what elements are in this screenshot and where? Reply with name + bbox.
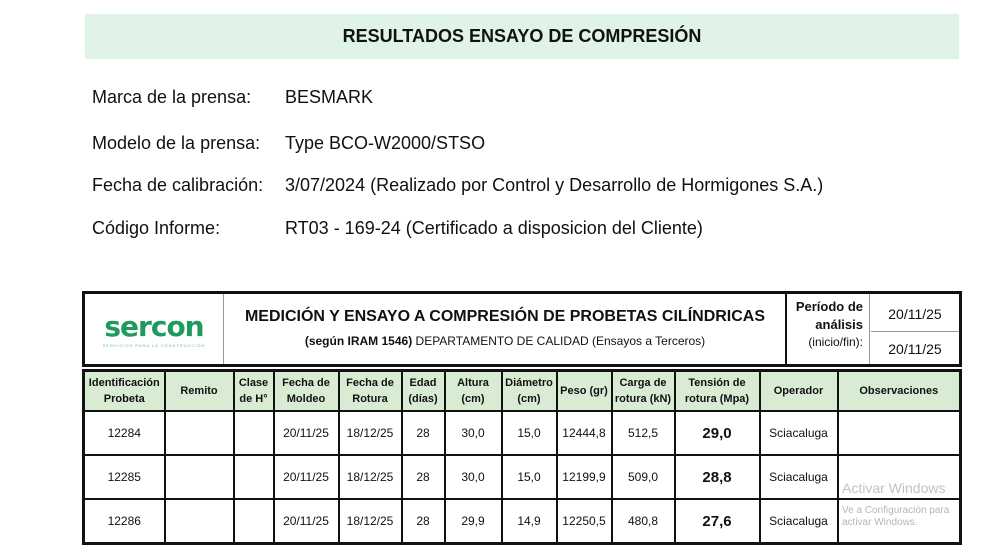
watermark-text: Ve a Configuración para activar Windows. — [842, 505, 950, 528]
table-cell: 20/11/25 — [274, 411, 339, 455]
table-cell: 12199,9 — [557, 455, 612, 499]
table-cell — [165, 411, 234, 455]
column-header: Diámetro (cm) — [502, 371, 557, 412]
table-cell: 28,8 — [675, 455, 760, 499]
value: BESMARK — [285, 87, 374, 107]
table-cell — [165, 499, 234, 544]
table-cell: 15,0 — [502, 455, 557, 499]
logo-tagline: SERVICIOS PARA LA CONSTRUCCIÓN — [102, 343, 206, 348]
column-header: Altura (cm) — [445, 371, 502, 412]
report-title: MEDICIÓN Y ENSAYO A COMPRESIÓN DE PROBETAS CILÍNDRICAS — [244, 308, 766, 325]
table-cell: 28 — [402, 455, 445, 499]
sercon-logo — [85, 294, 224, 364]
table-cell: 509,0 — [612, 455, 675, 499]
column-header: Edad (días) — [402, 371, 445, 412]
label: Marca de la prensa: — [92, 87, 252, 107]
column-header: Carga de rotura (kN) — [612, 371, 675, 412]
column-header: Peso (gr) — [557, 371, 612, 412]
column-header: Clase de H° — [234, 371, 274, 412]
column-header: Observaciones — [838, 371, 961, 412]
table-cell: Sciacaluga — [760, 455, 838, 499]
table-header — [84, 371, 961, 412]
logo-word: sercon — [104, 310, 204, 343]
column-header: Fecha de Moldeo — [274, 371, 339, 412]
column-header: Remito — [165, 371, 234, 412]
period-start: 20/11/25 — [871, 296, 959, 332]
table-cell: 12286 — [84, 499, 165, 544]
column-header: Identificación Probeta — [84, 371, 165, 412]
table-cell: 512,5 — [612, 411, 675, 455]
period-sub: (inicio/fin): — [808, 335, 863, 349]
table-cell: 29,9 — [445, 499, 502, 544]
table-cell: 30,0 — [445, 411, 502, 455]
table-cell: 18/12/25 — [339, 455, 402, 499]
table-row — [84, 411, 961, 455]
table-cell: 30,0 — [445, 455, 502, 499]
table-cell: Sciacaluga — [760, 499, 838, 544]
table-cell — [234, 455, 274, 499]
label: Modelo de la prensa: — [92, 133, 261, 153]
watermark-title: Activar Windows — [842, 480, 946, 496]
table-cell — [838, 411, 961, 455]
table-cell — [234, 499, 274, 544]
table-cell: 14,9 — [502, 499, 557, 544]
table-cell: 20/11/25 — [274, 455, 339, 499]
table-cell: 20/11/25 — [274, 499, 339, 544]
results-table — [82, 369, 962, 545]
table-cell: 480,8 — [612, 499, 675, 544]
page-title: RESULTADOS ENSAYO DE COMPRESIÓN — [85, 14, 959, 59]
column-header: Fecha de Rotura — [339, 371, 402, 412]
report-header — [82, 291, 962, 367]
department: DEPARTAMENTO DE CALIDAD (Ensayos a Terceros) — [412, 334, 706, 348]
table-cell: 27,6 — [675, 499, 760, 544]
period-label — [785, 294, 870, 364]
label: Fecha de calibración: — [92, 175, 264, 195]
label: Código Informe: — [92, 218, 221, 238]
period-end: 20/11/25 — [888, 340, 942, 357]
table-row — [84, 499, 961, 544]
table-cell — [165, 455, 234, 499]
value: 3/07/2024 (Realizado por Control y Desarrollo de Hormigones S.A.) — [285, 175, 824, 195]
table-cell: 12444,8 — [557, 411, 612, 455]
column-header: Tensión de rotura (Mpa) — [675, 371, 760, 412]
table-cell: 12250,5 — [557, 499, 612, 544]
table-cell — [234, 411, 274, 455]
table-cell: 15,0 — [502, 411, 557, 455]
value: Type BCO-W2000/STSO — [285, 133, 486, 153]
table-row — [84, 455, 961, 499]
table-cell: 28 — [402, 411, 445, 455]
table-cell: 18/12/25 — [339, 499, 402, 544]
standard: (según IRAM 1546) — [304, 334, 413, 348]
table-cell: 18/12/25 — [339, 411, 402, 455]
value: RT03 - 169-24 (Certificado a disposicion del Cliente) — [285, 218, 703, 238]
column-header: Operador — [760, 371, 838, 412]
table-cell: 12285 — [84, 455, 165, 499]
table-cell: Sciacaluga — [760, 411, 838, 455]
table-cell: 12284 — [84, 411, 165, 455]
table-cell: 29,0 — [675, 411, 760, 455]
period-title: Período de análisis — [795, 299, 863, 332]
table-cell: 28 — [402, 499, 445, 544]
report-subtitle — [225, 334, 785, 348]
